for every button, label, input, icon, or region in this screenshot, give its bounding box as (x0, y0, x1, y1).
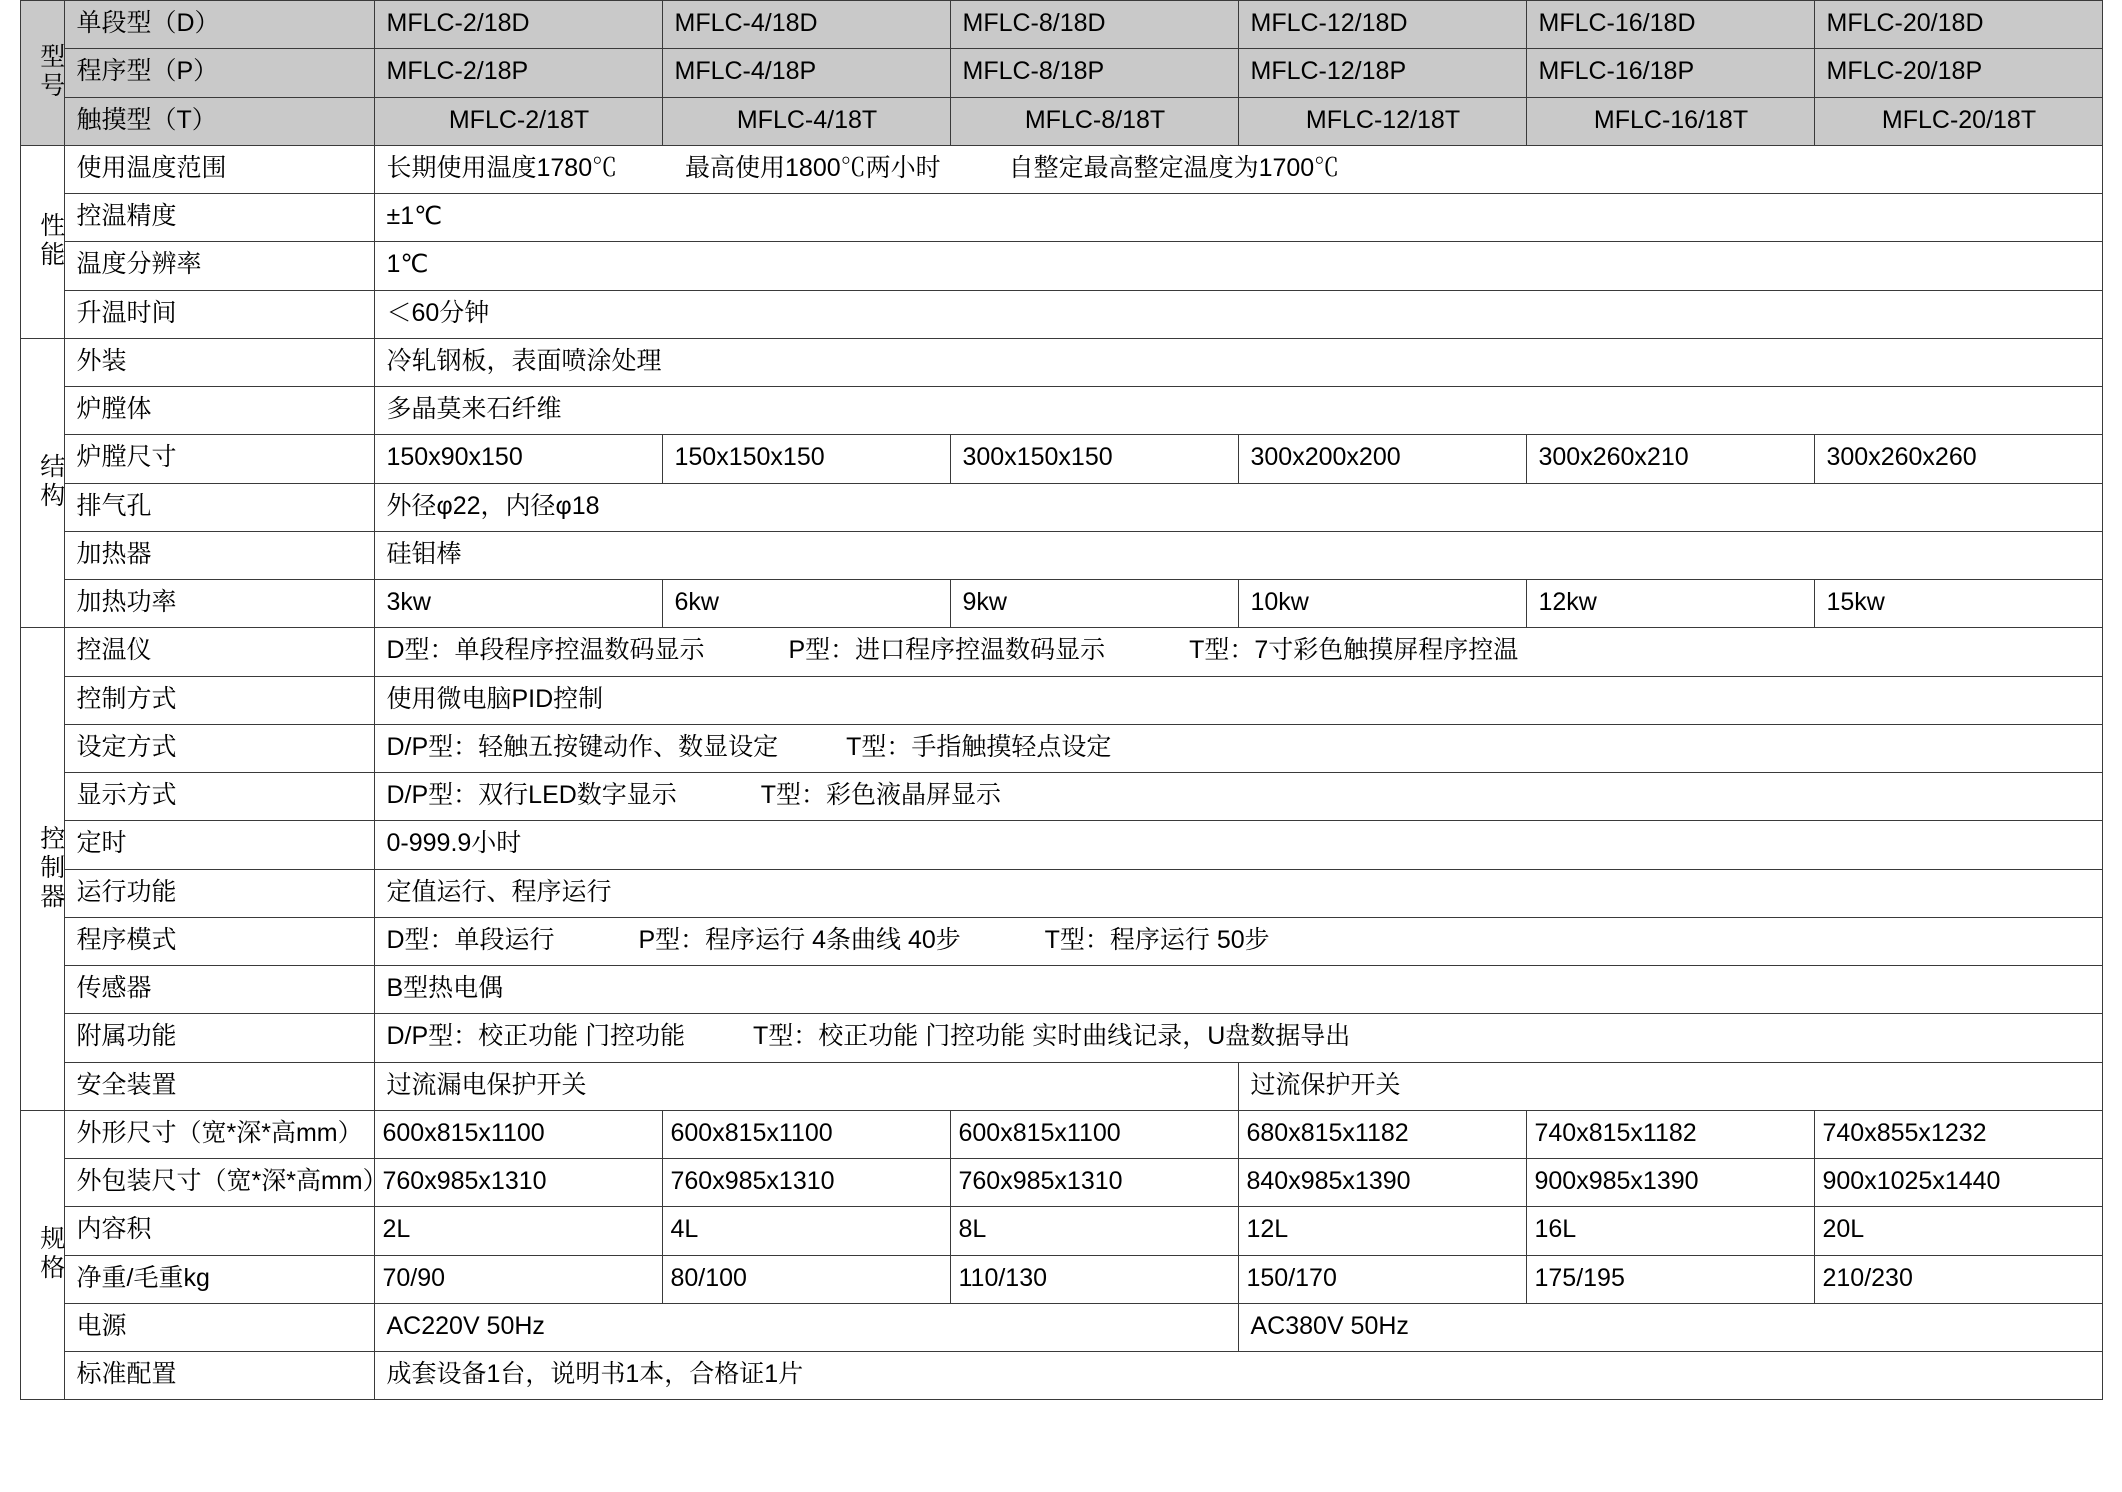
table-cell: MFLC-16/18T (1526, 97, 1814, 145)
row-label: 外形尺寸（宽*深*高mm） (64, 1110, 374, 1158)
table-cell: 1℃ (374, 242, 2102, 290)
table-row (20, 483, 2102, 531)
cell-segment: 长期使用温度1780℃ (386, 153, 618, 182)
table-cell: 760x985x1310 (662, 1159, 950, 1207)
table-row (20, 435, 2102, 483)
table-cell: 成套设备1台，说明书1本，合格证1片 (374, 1352, 2102, 1400)
table-cell: 定值运行、程序运行 (374, 869, 2102, 917)
table-cell: MFLC-12/18P (1238, 49, 1526, 97)
table-cell: ＜60分钟 (374, 290, 2102, 338)
table-cell: 70/90 (374, 1255, 662, 1303)
cell-segment: D/P型：校正功能 门控功能 (386, 1022, 686, 1051)
table-cell: 740x815x1182 (1526, 1110, 1814, 1158)
row-label: 电源 (64, 1303, 374, 1351)
table-cell: 760x985x1310 (374, 1159, 662, 1207)
table-cell: 600x815x1100 (374, 1110, 662, 1158)
table-cell: 外径φ22，内径φ18 (374, 483, 2102, 531)
group-label-model (20, 1, 64, 146)
cell-segment: D型：单段程序控温数码显示 (386, 636, 705, 665)
table-row (20, 338, 2102, 386)
table-row (20, 1255, 2102, 1303)
table-row (20, 1303, 2102, 1351)
table-row (20, 1159, 2102, 1207)
table-cell: 300x260x210 (1526, 435, 1814, 483)
table-cell: MFLC-12/18T (1238, 97, 1526, 145)
table-cell: 15kw (1814, 580, 2102, 628)
table-cell: MFLC-4/18P (662, 49, 950, 97)
row-label: 外装 (64, 338, 374, 386)
table-cell: 多晶莫来石纤维 (374, 387, 2102, 435)
table-cell: 900x1025x1440 (1814, 1159, 2102, 1207)
table-row (20, 821, 2102, 869)
row-label: 排气孔 (64, 483, 374, 531)
table-row (20, 194, 2102, 242)
table-row (20, 580, 2102, 628)
table-cell (374, 773, 2102, 821)
table-row (20, 628, 2102, 676)
table-row (20, 1014, 2102, 1062)
table-cell: 6kw (662, 580, 950, 628)
table-cell: 冷轧钢板，表面喷涂处理 (374, 338, 2102, 386)
group-label-performance (20, 145, 64, 338)
row-label: 加热器 (64, 531, 374, 579)
table-row (20, 869, 2102, 917)
table-cell: MFLC-8/18D (950, 1, 1238, 49)
row-label: 外包装尺寸（宽*深*高mm） (64, 1159, 374, 1207)
table-cell: 8L (950, 1207, 1238, 1255)
table-cell (374, 724, 2102, 772)
table-cell: AC380V 50Hz (1238, 1303, 2102, 1351)
table-cell: MFLC-8/18P (950, 49, 1238, 97)
table-cell: MFLC-16/18D (1526, 1, 1814, 49)
group-label-spec (20, 1110, 64, 1400)
table-cell: 10kw (1238, 580, 1526, 628)
table-cell: MFLC-2/18P (374, 49, 662, 97)
table-row (20, 1110, 2102, 1158)
row-label: 控温精度 (64, 194, 374, 242)
table-cell: 110/130 (950, 1255, 1238, 1303)
cell-segment: T型：彩色液晶屏显示 (760, 781, 1001, 809)
cell-segment: 自整定最高整定温度为1700℃ (1008, 153, 1340, 182)
table-cell: B型热电偶 (374, 966, 2102, 1014)
table-cell: 3kw (374, 580, 662, 628)
row-label: 温度分辨率 (64, 242, 374, 290)
table-row (20, 724, 2102, 772)
table-row (20, 1352, 2102, 1400)
table-cell: 600x815x1100 (950, 1110, 1238, 1158)
table-row (20, 387, 2102, 435)
table-cell: MFLC-20/18D (1814, 1, 2102, 49)
row-label: 触摸型（T） (64, 97, 374, 145)
cell-segment: T型：7寸彩色触摸屏程序控温 (1189, 636, 1519, 665)
table-row (20, 145, 2102, 193)
group-label-performance-text: 性能 (36, 211, 65, 270)
table-cell: 150/170 (1238, 1255, 1526, 1303)
cell-segment: T型：程序运行 50步 (1044, 925, 1270, 954)
table-cell: 使用微电脑PID控制 (374, 676, 2102, 724)
table-row (20, 290, 2102, 338)
group-label-model-text: 型号 (36, 42, 65, 101)
row-label: 控温仪 (64, 628, 374, 676)
table-cell: MFLC-4/18D (662, 1, 950, 49)
row-label: 设定方式 (64, 724, 374, 772)
table-cell: 80/100 (662, 1255, 950, 1303)
row-label: 传感器 (64, 966, 374, 1014)
cell-segment: 最高使用1800℃两小时 (685, 153, 941, 182)
group-label-controller-text: 控制器 (36, 824, 65, 912)
table-row (20, 1, 2102, 49)
table-cell: MFLC-2/18T (374, 97, 662, 145)
table-row (20, 773, 2102, 821)
row-label: 内容积 (64, 1207, 374, 1255)
table-cell (374, 628, 2102, 676)
row-label: 运行功能 (64, 869, 374, 917)
group-label-structure-text: 结构 (36, 453, 65, 511)
table-cell: 300x150x150 (950, 435, 1238, 483)
cell-segment: P型：进口程序控温数码显示 (788, 636, 1106, 665)
group-label-controller (20, 628, 64, 1111)
table-cell: MFLC-12/18D (1238, 1, 1526, 49)
cell-segment: D/P型：双行LED数字显示 (386, 781, 677, 809)
table-cell: 740x855x1232 (1814, 1110, 2102, 1158)
table-cell: 900x985x1390 (1526, 1159, 1814, 1207)
row-label: 定时 (64, 821, 374, 869)
table-row (20, 966, 2102, 1014)
row-label: 显示方式 (64, 773, 374, 821)
table-cell: 175/195 (1526, 1255, 1814, 1303)
cell-segment: P型：程序运行 4条曲线 40步 (638, 925, 961, 954)
table-row (20, 676, 2102, 724)
table-cell: 680x815x1182 (1238, 1110, 1526, 1158)
table-cell: MFLC-16/18P (1526, 49, 1814, 97)
table-cell: 4L (662, 1207, 950, 1255)
cell-segment: T型：校正功能 门控功能 实时曲线记录，U盘数据导出 (753, 1022, 1351, 1051)
table-cell: 300x260x260 (1814, 435, 2102, 483)
table-cell: 过流漏电保护开关 (374, 1062, 1238, 1110)
table-cell: MFLC-8/18T (950, 97, 1238, 145)
table-cell (374, 145, 2102, 193)
table-cell: 12L (1238, 1207, 1526, 1255)
table-row (20, 49, 2102, 97)
row-label: 附属功能 (64, 1014, 374, 1062)
table-cell: 16L (1526, 1207, 1814, 1255)
table-cell (374, 917, 2102, 965)
cell-segment: D/P型：轻触五按键动作、数显设定 (386, 732, 779, 761)
table-cell: 150x150x150 (662, 435, 950, 483)
table-cell: 600x815x1100 (662, 1110, 950, 1158)
table-cell: MFLC-20/18T (1814, 97, 2102, 145)
table-row (20, 1207, 2102, 1255)
table-cell: 2L (374, 1207, 662, 1255)
table-cell: AC220V 50Hz (374, 1303, 1238, 1351)
group-label-spec-text: 规格 (36, 1225, 65, 1283)
row-label: 升温时间 (64, 290, 374, 338)
specification-table (20, 0, 2103, 1400)
row-label: 控制方式 (64, 676, 374, 724)
table-cell: 12kw (1526, 580, 1814, 628)
table-cell: MFLC-20/18P (1814, 49, 2102, 97)
table-cell: 840x985x1390 (1238, 1159, 1526, 1207)
table-row (20, 1062, 2102, 1110)
table-cell: MFLC-2/18D (374, 1, 662, 49)
row-label: 净重/毛重kg (64, 1255, 374, 1303)
row-label: 加热功率 (64, 580, 374, 628)
row-label: 程序模式 (64, 917, 374, 965)
table-cell: MFLC-4/18T (662, 97, 950, 145)
table-cell: 20L (1814, 1207, 2102, 1255)
row-label: 程序型（P） (64, 49, 374, 97)
table-row (20, 97, 2102, 145)
table-cell: ±1℃ (374, 194, 2102, 242)
row-label: 炉膛体 (64, 387, 374, 435)
row-label: 使用温度范围 (64, 145, 374, 193)
table-cell: 9kw (950, 580, 1238, 628)
row-label: 炉膛尺寸 (64, 435, 374, 483)
table-row (20, 242, 2102, 290)
table-cell: 150x90x150 (374, 435, 662, 483)
cell-segment: T型：手指触摸轻点设定 (846, 732, 1112, 761)
table-cell: 0-999.9小时 (374, 821, 2102, 869)
row-label: 标准配置 (64, 1352, 374, 1400)
group-label-structure (20, 338, 64, 628)
row-label: 安全装置 (64, 1062, 374, 1110)
table-row (20, 531, 2102, 579)
table-cell: 210/230 (1814, 1255, 2102, 1303)
row-label: 单段型（D） (64, 1, 374, 49)
table-row (20, 917, 2102, 965)
table-cell: 硅钼棒 (374, 531, 2102, 579)
table-cell (374, 1014, 2102, 1062)
table-cell: 760x985x1310 (950, 1159, 1238, 1207)
table-cell: 300x200x200 (1238, 435, 1526, 483)
cell-segment: D型：单段运行 (386, 925, 555, 954)
table-cell: 过流保护开关 (1238, 1062, 2102, 1110)
